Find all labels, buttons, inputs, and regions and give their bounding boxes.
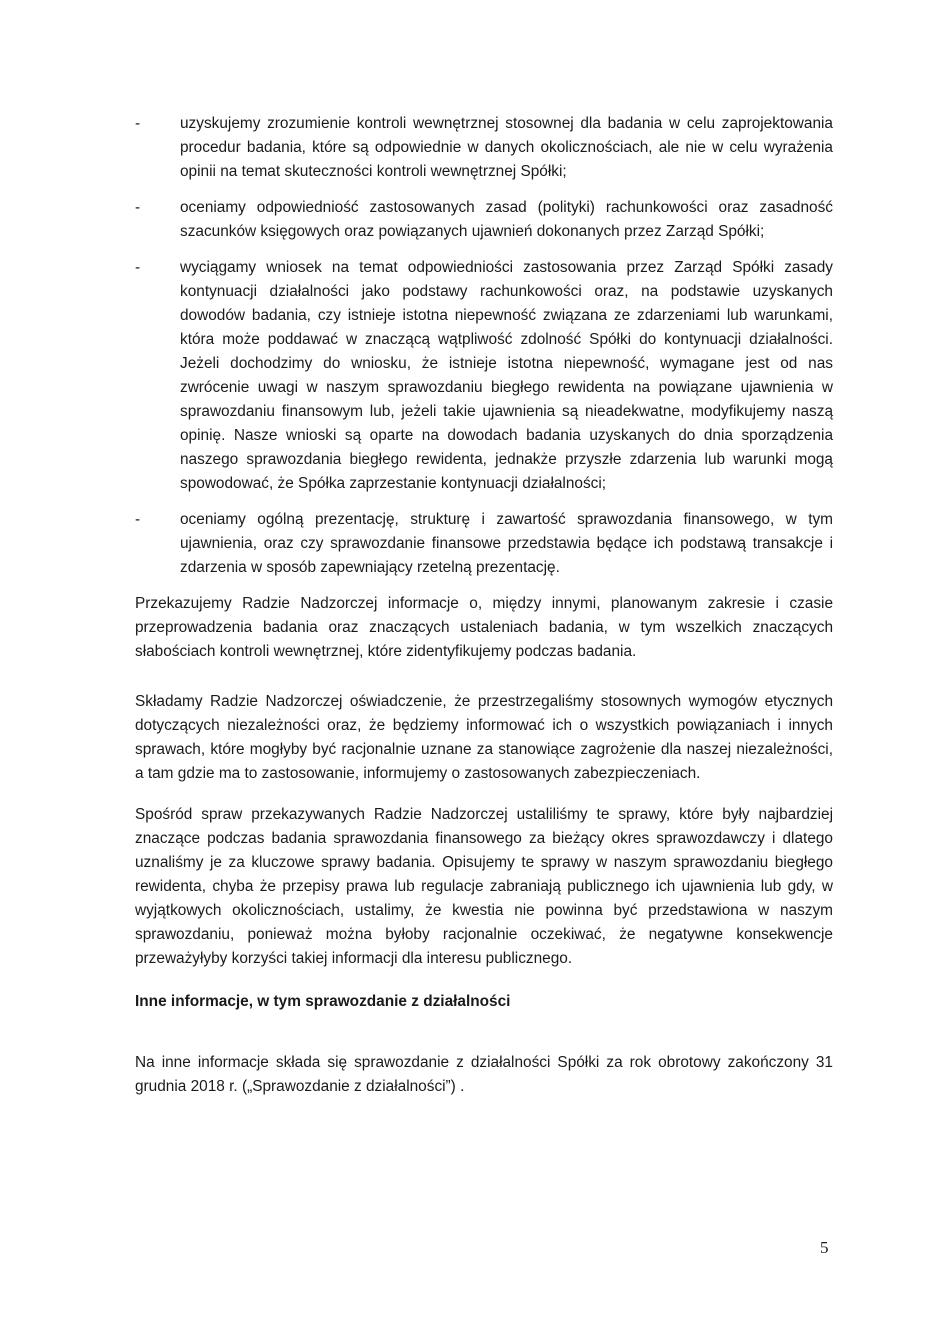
list-item-text: oceniamy ogólną prezentację, strukturę i zawartość sprawozdania finansowego, w tym ujawnienia, oraz czy sprawozdanie finansowe przedstawia będące ich podstawą transakcje i zdarzenia w sposób zapewniający rzetelną prezentację.: [180, 511, 833, 576]
list-item: [135, 508, 833, 580]
list-item-text: oceniamy odpowiedniość zastosowanych zasad (polityki) rachunkowości oraz zasadność szacunków księgowych oraz powiązanych ujawnień dokonanych przez Zarząd Spółki;: [180, 199, 833, 240]
bullet-dash: -: [135, 199, 141, 216]
list-item-text: wyciągamy wniosek na temat odpowiedniości zastosowania przez Zarząd Spółki zasady kontynuacji działalności jako podstawy rachunkowości oraz, na podstawie uzyskanych dowodów badania, czy istnieje istotna niepewność związana ze zdarzeniami lub warunkami, która może poddawać w znaczącą wątpliwość zdolność Spółki do kontynuacji działalności. Jeżeli dochodzimy do wniosku, że istnieje istotna niepewność, wymagane jest od nas zwrócenie uwagi w naszym sprawozdaniu biegłego rewidenta na powiązane ujawnienia w sprawozdaniu finansowym lub, jeżeli takie ujawnienia są nieadekwatne, modyfikujemy naszą opinię. Nasze wnioski są oparte na dowodach badania uzyskanych do dnia sporządzenia naszego sprawozdania biegłego rewidenta, jednakże przyszłe zdarzenia lub warunki mogą spowodować, że Spółka zaprzestanie kontynuacji działalności;: [180, 259, 833, 492]
bullet-dash: -: [135, 511, 141, 528]
list-item: [135, 112, 833, 184]
paragraph-independence: Składamy Radzie Nadzorczej oświadczenie, że przestrzegaliśmy stosownych wymogów etycznych dotyczących niezależności oraz, że będziemy informować ich o wszystkich powiązaniach i innych sprawach, które mogłyby być racjonalnie uznane za stanowiące zagrożenie dla naszej niezależności, a tam gdzie ma to zastosowanie, informujemy o zastosowanych zabezpieczeniach.: [135, 693, 833, 782]
list-item-text: uzyskujemy zrozumienie kontroli wewnętrznej stosownej dla badania w celu zaprojektowania procedur badania, które są odpowiednie w danych okolicznościach, ale nie w celu wyrażenia opinii na temat skuteczności kontroli wewnętrznej Spółki;: [180, 115, 833, 180]
page-number: 5: [820, 1238, 829, 1257]
paragraph-key-matters: Spośród spraw przekazywanych Radzie Nadzorczej ustaliliśmy te sprawy, które były najbardziej znaczące podczas badania sprawozdania finansowego za bieżący okres sprawozdawczy i dlatego uznaliśmy je za kluczowe sprawy badania. Opisujemy te sprawy w naszym sprawozdaniu biegłego rewidenta, chyba że przepisy prawa lub regulacje zabraniają publicznego ich ujawnienia lub gdy, w wyjątkowych okolicznościach, ustalimy, że kwestia nie powinna być przedstawiona w naszym sprawozdaniu, ponieważ można byłoby racjonalnie oczekiwać, że negatywne konsekwencje przeważyłyby korzyści takiej informacji dla interesu publicznego.: [135, 806, 833, 967]
list-item: [135, 196, 833, 244]
bullet-dash: -: [135, 115, 141, 132]
bullet-dash: -: [135, 259, 141, 276]
bullet-list: [135, 112, 833, 592]
paragraph-communication: Przekazujemy Radzie Nadzorczej informacje o, między innymi, planowanym zakresie i czasie przeprowadzenia badania oraz znaczących ustaleniach badania, w tym wszelkich znaczących słabościach kontroli wewnętrznej, które zidentyfikujemy podczas badania.: [135, 595, 833, 660]
paragraph-other-information: Na inne informacje składa się sprawozdanie z działalności Spółki za rok obrotowy zakończony 31 grudnia 2018 r. („Sprawozdanie z działalności”) .: [135, 1054, 833, 1095]
section-heading: Inne informacje, w tym sprawozdanie z działalności: [135, 993, 511, 1010]
list-item: [135, 256, 833, 496]
